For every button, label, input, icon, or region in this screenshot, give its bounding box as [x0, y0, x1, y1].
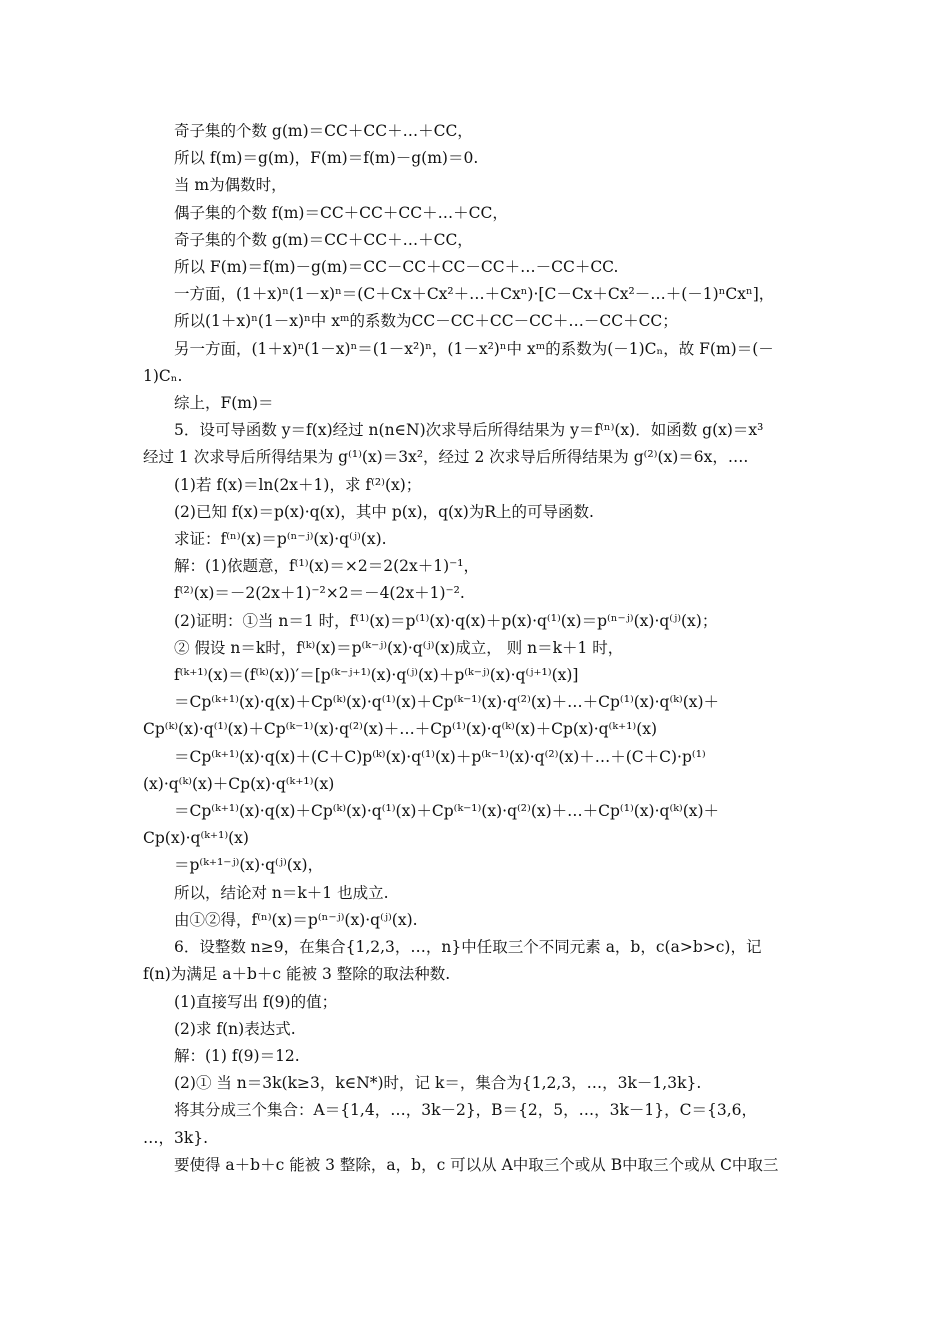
text-line: (2)① 当 n＝3k(k≥3，k∈N*)时，记 k＝，集合为{1,2,3，…，3k－1,3k}. [174, 1074, 702, 1093]
text-line: 所以，结论对 n＝k＋1 也成立. [174, 883, 389, 902]
text-line: ＝Cp⁽ᵏ⁺¹⁾(x)·q(x)＋(C＋C)p⁽ᵏ⁾(x)·q⁽¹⁾(x)＋p⁽ᵏ⁻¹⁾(x)·q⁽²⁾(x)＋…＋(C＋C)·p⁽¹⁾ [174, 747, 706, 766]
text-line: 经过 1 次求导后所得结果为 g⁽¹⁾(x)＝3x²，经过 2 次求导后所得结果为 g⁽²⁾(x)＝6x，…. [143, 448, 749, 467]
text-line: Cp⁽ᵏ⁾(x)·q⁽¹⁾(x)＋Cp⁽ᵏ⁻¹⁾(x)·q⁽²⁾(x)＋…＋Cp⁽¹⁾(x)·q⁽ᵏ⁾(x)＋Cp(x)·q⁽ᵏ⁺¹⁾(x) [143, 720, 658, 739]
text-line: …，3k}. [143, 1128, 209, 1147]
text-line: 奇子集的个数 g(m)＝CC＋CC＋…＋CC， [174, 122, 473, 140]
text-line: 一方面，(1＋x)ⁿ(1－x)ⁿ＝(C＋Cx＋Cx²＋…＋Cxⁿ)·[C－Cx＋Cx²－…＋(－1)ⁿCxⁿ]， [174, 285, 775, 304]
text-line: 5．设可导函数 y＝f(x)经过 n(n∈N)次求导后所得结果为 y＝f⁽ⁿ⁾(x)．如函数 g(x)＝x³ [174, 421, 764, 440]
text-line: 要使得 a＋b＋c 能被 3 整除，a，b，c 可以从 A中取三个或从 B中取三个或从 C中取三 [174, 1155, 779, 1174]
text-line: ＝Cp⁽ᵏ⁺¹⁾(x)·q(x)＋Cp⁽ᵏ⁾(x)·q⁽¹⁾(x)＋Cp⁽ᵏ⁻¹⁾(x)·q⁽²⁾(x)＋…＋Cp⁽¹⁾(x)·q⁽ᵏ⁾(x)＋ [174, 693, 720, 712]
text-line: 求证：f⁽ⁿ⁾(x)＝p⁽ⁿ⁻ʲ⁾(x)·q⁽ʲ⁾(x). [174, 530, 387, 549]
text-line: 综上，F(m)＝ [174, 394, 274, 413]
text-line: 将其分成三个集合：A＝{1,4，…，3k－2}，B＝{2，5，…，3k－1}，C＝{3,6， [174, 1101, 758, 1120]
text-line: f⁽²⁾(x)＝－2(2x＋1)⁻²×2＝－4(2x＋1)⁻². [174, 584, 465, 603]
text-line: 所以(1＋x)ⁿ(1－x)ⁿ中 xᵐ的系数为CC－CC＋CC－CC＋…－CC＋CC； [174, 312, 678, 331]
text-line: ＝p⁽ᵏ⁺¹⁻ʲ⁾(x)·q⁽ʲ⁾(x)， [174, 856, 324, 875]
text-line: 奇子集的个数 g(m)＝CC＋CC＋…＋CC， [174, 230, 473, 249]
text-line: 偶子集的个数 f(m)＝CC＋CC＋CC＋…＋CC， [174, 203, 508, 222]
text-line: (2)证明：①当 n＝1 时，f⁽¹⁾(x)＝p⁽¹⁾(x)·q(x)＋p(x)·q⁽¹⁾(x)＝p⁽ⁿ⁻ʲ⁾(x)·q⁽ʲ⁾(x)； [174, 611, 718, 630]
text-line: f(n)为满足 a＋b＋c 能被 3 整除的取法种数. [143, 965, 451, 984]
text-line: (1)若 f(x)＝ln(2x＋1)，求 f⁽²⁾(x)； [174, 475, 422, 494]
text-line: 另一方面，(1＋x)ⁿ(1－x)ⁿ＝(1－x²)ⁿ，(1－x²)ⁿ中 xᵐ的系数为(－1)Cₙ，故 F(m)＝(－ [174, 339, 774, 358]
text-line: 解：(1) f(9)＝12. [174, 1046, 300, 1065]
text-line: 由①②得，f⁽ⁿ⁾(x)＝p⁽ⁿ⁻ʲ⁾(x)·q⁽ʲ⁾(x). [174, 910, 418, 929]
text-line: (1)直接写出 f(9)的值； [174, 992, 338, 1011]
text-line: 6．设整数 n≥9，在集合{1,2,3，…，n}中任取三个不同元素 a，b，c(a>b>c)，记 [174, 938, 762, 957]
text-line: ＝Cp⁽ᵏ⁺¹⁾(x)·q(x)＋Cp⁽ᵏ⁾(x)·q⁽¹⁾(x)＋Cp⁽ᵏ⁻¹⁾(x)·q⁽²⁾(x)＋…＋Cp⁽¹⁾(x)·q⁽ᵏ⁾(x)＋ [174, 802, 720, 821]
text-line: f⁽ᵏ⁺¹⁾(x)＝(f⁽ᵏ⁾(x))′＝[p⁽ᵏ⁻ʲ⁺¹⁾(x)·q⁽ʲ⁾(x)＋p⁽ᵏ⁻ʲ⁾(x)·q⁽ʲ⁺¹⁾(x)] [174, 666, 579, 685]
text-line: 当 m为偶数时， [174, 176, 287, 195]
text-line: 所以 f(m)＝g(m)，F(m)＝f(m)－g(m)＝0. [174, 149, 479, 168]
text-line: (2)求 f(n)表达式. [174, 1019, 296, 1038]
text-line: 1)Cₙ. [143, 366, 183, 385]
text-line: (x)·q⁽ᵏ⁾(x)＋Cp(x)·q⁽ᵏ⁺¹⁾(x) [143, 774, 335, 793]
text-line: ② 假设 n＝k时，f⁽ᵏ⁾(x)＝p⁽ᵏ⁻ʲ⁾(x)·q⁽ʲ⁾(x)成立， 则 n＝k＋1 时， [174, 638, 624, 657]
document-body [143, 118, 811, 1179]
text-line: Cp(x)·q⁽ᵏ⁺¹⁾(x) [143, 829, 249, 848]
text-line: 所以 F(m)＝f(m)－g(m)＝CC－CC＋CC－CC＋…－CC＋CC. [174, 258, 619, 277]
text-line: (2)已知 f(x)＝p(x)·q(x)，其中 p(x)，q(x)为R上的可导函数. [174, 502, 594, 521]
text-line: 解：(1)依题意，f⁽¹⁾(x)＝×2＝2(2x＋1)⁻¹， [174, 557, 480, 576]
